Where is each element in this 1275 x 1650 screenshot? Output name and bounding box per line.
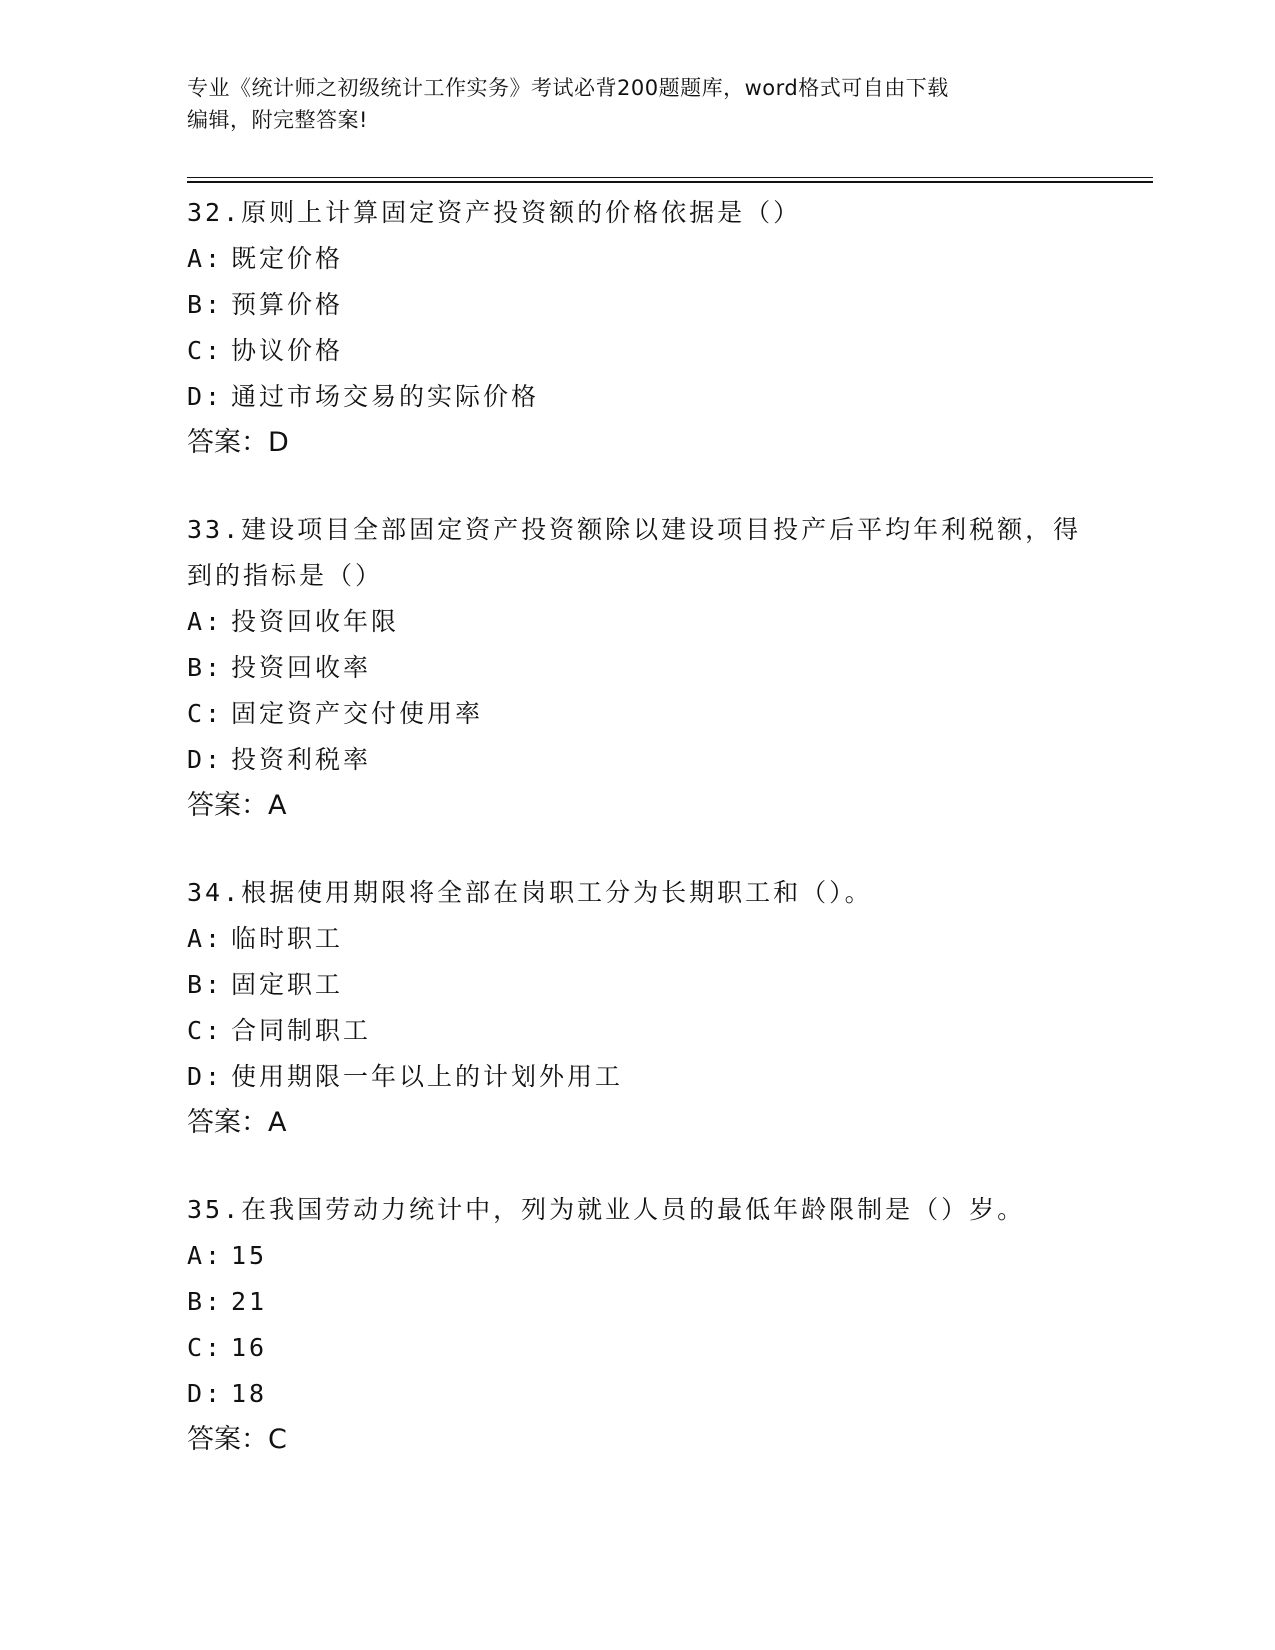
option-text: 投资回收年限 xyxy=(231,607,400,636)
question-34 xyxy=(187,870,1087,1146)
option-letter: C: xyxy=(187,699,224,728)
option-letter: B: xyxy=(187,970,224,999)
option-text: 合同制职工 xyxy=(231,1016,372,1045)
answer-line: 答案：C xyxy=(187,1424,287,1455)
option-d xyxy=(187,1371,1087,1417)
option-letter: B: xyxy=(187,653,224,682)
option-text: 协议价格 xyxy=(231,336,344,365)
option-letter: B: xyxy=(187,1287,224,1316)
option-letter: D: xyxy=(187,382,224,411)
option-d xyxy=(187,374,1087,420)
question-33 xyxy=(187,507,1087,829)
option-text: 固定职工 xyxy=(231,970,344,999)
option-b xyxy=(187,962,1087,1008)
header-line-2: 编辑，附完整答案! xyxy=(187,108,368,132)
option-a xyxy=(187,599,1087,645)
option-text: 21 xyxy=(231,1287,268,1316)
option-b xyxy=(187,1279,1087,1325)
option-letter: D: xyxy=(187,745,224,774)
option-text: 投资利税率 xyxy=(231,745,372,774)
option-text: 通过市场交易的实际价格 xyxy=(231,382,540,411)
answer-line: 答案：A xyxy=(187,790,287,821)
document-header xyxy=(187,72,1087,136)
header-line-1: 专业《统计师之初级统计工作实务》考试必背200题题库，word格式可自由下载 xyxy=(187,76,949,100)
option-d xyxy=(187,737,1087,783)
option-a xyxy=(187,236,1087,282)
question-text: 34.根据使用期限将全部在岗职工分为长期职工和（）。 xyxy=(187,878,873,907)
option-a xyxy=(187,916,1087,962)
option-text: 固定资产交付使用率 xyxy=(231,699,484,728)
option-letter: A: xyxy=(187,924,224,953)
option-letter: C: xyxy=(187,1333,224,1362)
header-divider-bottom xyxy=(187,181,1153,183)
header-divider-top xyxy=(187,177,1153,178)
question-35 xyxy=(187,1187,1087,1463)
option-letter: A: xyxy=(187,1241,224,1270)
question-text: 33.建设项目全部固定资产投资额除以建设项目投产后平均年利税额，得到的指标是（） xyxy=(187,515,1082,590)
option-text: 16 xyxy=(231,1333,268,1362)
option-b xyxy=(187,645,1087,691)
option-letter: D: xyxy=(187,1379,224,1408)
option-text: 使用期限一年以上的计划外用工 xyxy=(231,1062,624,1091)
option-letter: C: xyxy=(187,336,224,365)
answer-line: 答案：A xyxy=(187,1107,287,1138)
option-letter: A: xyxy=(187,244,224,273)
question-text: 35.在我国劳动力统计中，列为就业人员的最低年龄限制是（）岁。 xyxy=(187,1195,1026,1224)
question-32 xyxy=(187,190,1087,466)
question-list xyxy=(187,190,1087,1504)
option-letter: C: xyxy=(187,1016,224,1045)
option-text: 投资回收率 xyxy=(231,653,372,682)
option-c xyxy=(187,691,1087,737)
option-c xyxy=(187,1008,1087,1054)
option-text: 18 xyxy=(231,1379,268,1408)
option-a xyxy=(187,1233,1087,1279)
option-text: 临时职工 xyxy=(231,924,344,953)
question-text: 32.原则上计算固定资产投资额的价格依据是（） xyxy=(187,198,802,227)
option-text: 15 xyxy=(231,1241,268,1270)
option-d xyxy=(187,1054,1087,1100)
option-letter: B: xyxy=(187,290,224,319)
answer-line: 答案：D xyxy=(187,427,289,458)
option-letter: D: xyxy=(187,1062,224,1091)
option-text: 预算价格 xyxy=(231,290,344,319)
option-b xyxy=(187,282,1087,328)
option-c xyxy=(187,1325,1087,1371)
option-letter: A: xyxy=(187,607,224,636)
option-c xyxy=(187,328,1087,374)
option-text: 既定价格 xyxy=(231,244,344,273)
